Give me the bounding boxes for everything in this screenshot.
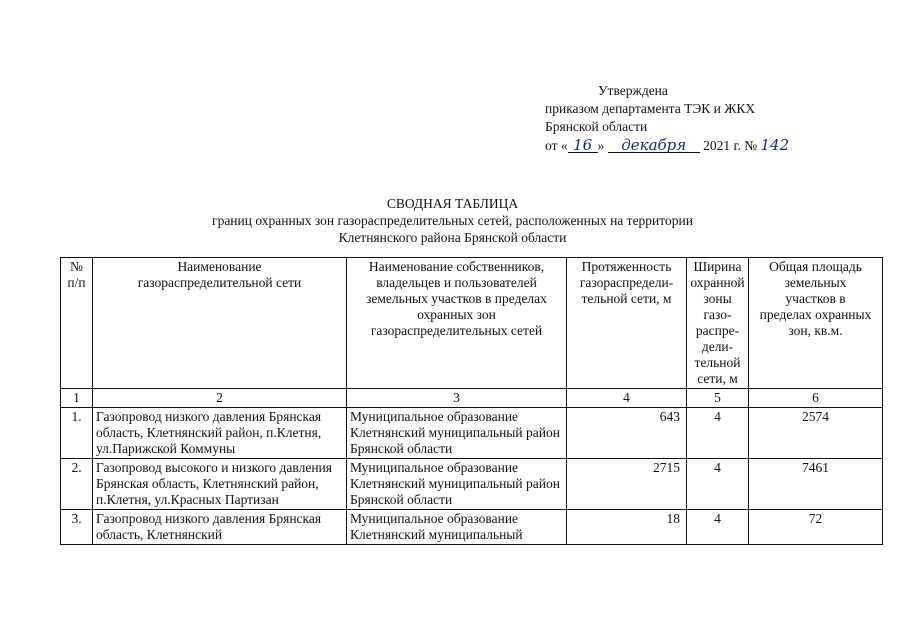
column-number: 1 [61, 389, 93, 408]
column-number: 2 [93, 389, 347, 408]
handwritten-day: 16 [568, 138, 598, 153]
column-number: 5 [687, 389, 749, 408]
network-name-cell: Газопровод низкого давления Брянская область, Клетнянский [93, 510, 347, 545]
title-subline: границ охранных зон газораспределительных сетей, расположенных на территории [212, 213, 693, 228]
length-cell: 18 [567, 510, 687, 545]
area-cell: 72 [749, 510, 883, 545]
zone-width-cell: 4 [687, 510, 749, 545]
header-length: Протяженность газораспредели-тельной сети, м [567, 258, 687, 389]
length-cell: 2715 [567, 459, 687, 510]
date-mid: » [597, 138, 605, 153]
owner-cell: Муниципальное образование Клетнянский муниципальный [347, 510, 567, 545]
title-heading: СВОДНАЯ ТАБЛИЦА [386, 196, 519, 211]
column-number-row [61, 389, 883, 408]
handwritten-month: декабря [608, 138, 700, 153]
document-title [0, 195, 905, 246]
approval-date-line [545, 136, 885, 155]
column-number: 6 [749, 389, 883, 408]
date-prefix: от « [545, 138, 568, 153]
zone-width-cell: 4 [687, 408, 749, 459]
owner-cell: Муниципальное образование Клетнянский муниципальный район Брянской области [347, 459, 567, 510]
header-number: № п/п [61, 258, 93, 389]
number-sign: № [744, 138, 758, 153]
header-network-name: Наименование газораспределительной сети [93, 258, 347, 389]
header-total-area: Общая площадь земельных участков в пределах охранных зон, кв.м. [749, 258, 883, 389]
length-cell: 643 [567, 408, 687, 459]
column-number: 4 [567, 389, 687, 408]
table-row [61, 408, 883, 459]
row-number: 2. [61, 459, 93, 510]
table-row [61, 510, 883, 545]
table-row [61, 459, 883, 510]
approval-region: Брянской области [545, 119, 648, 134]
header-owners: Наименование собственников, владельцев и пользователей земельных участков в пределах охранных зон газораспределительных сетей [347, 258, 567, 389]
handwritten-number: 142 [760, 136, 790, 154]
area-cell: 7461 [749, 459, 883, 510]
summary-table [60, 257, 883, 545]
network-name-cell: Газопровод низкого давления Брянская область, Клетнянский район, п.Клетня, ул.Парижской Коммуны [93, 408, 347, 459]
owner-cell: Муниципальное образование Клетнянский муниципальный район Брянской области [347, 408, 567, 459]
approval-title: Утверждена [598, 83, 668, 98]
title-region: Клетнянского района Брянской области [338, 230, 567, 245]
row-number: 3. [61, 510, 93, 545]
date-year: 2021 г. [703, 138, 741, 153]
table-header-row [61, 258, 883, 389]
approval-stamp [545, 82, 885, 155]
zone-width-cell: 4 [687, 459, 749, 510]
header-zone-width: Ширина охранной зоны газо-распре-дели-тельной сети, м [687, 258, 749, 389]
column-number: 3 [347, 389, 567, 408]
area-cell: 2574 [749, 408, 883, 459]
row-number: 1. [61, 408, 93, 459]
network-name-cell: Газопровод высокого и низкого давления Брянская область, Клетнянский район, п.Клетня, ул.Красных Партизан [93, 459, 347, 510]
approval-authority: приказом департамента ТЭК и ЖКХ [545, 101, 756, 116]
